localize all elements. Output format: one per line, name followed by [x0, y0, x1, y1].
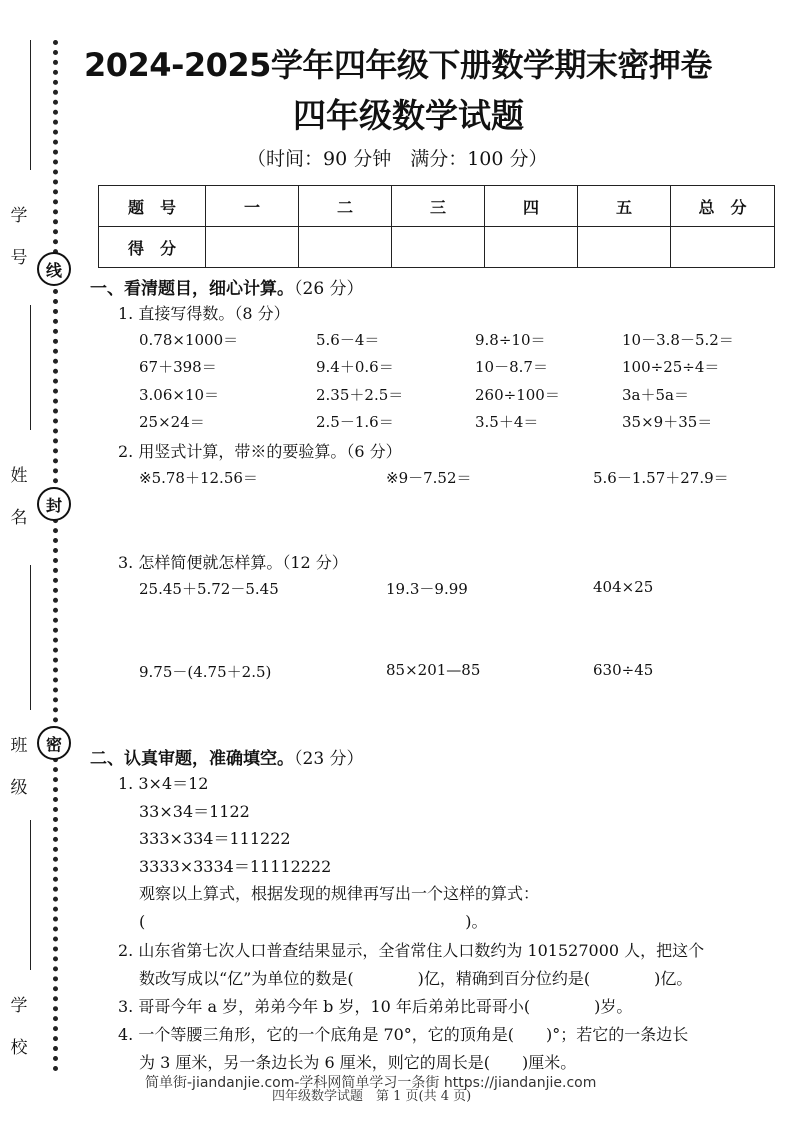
calc-item: 25×24＝ [139, 413, 205, 431]
section-2-heading [90, 744, 364, 769]
calc-item: 10－3.8－5.2＝ [622, 331, 734, 349]
seal-seal: 封 [37, 487, 71, 521]
question-2-1-line: 观察以上算式，根据发现的规律再写出一个这样的算式： [139, 884, 540, 903]
calc-item: 2.5－1.6＝ [316, 413, 394, 431]
field-label-student-id: 学号 [10, 206, 28, 268]
time-info: （时间：90 分钟 满分：100 分） [247, 148, 548, 170]
score-header-cell: 五 [578, 186, 671, 227]
calc-item: 9.8÷10＝ [475, 331, 546, 349]
vertical-calc-item: ※9－7.52＝ [386, 469, 472, 487]
vertical-calc-item: ※5.78＋12.56＝ [139, 469, 258, 487]
question-2-4-line: 4. 一个等腰三角形，它的一个底角是 70°，它的顶角是( )°；若它的一条边长 [118, 1025, 689, 1044]
question-2-3: 3. 哥哥今年 a 岁，弟弟今年 b 岁，10 年后弟弟比哥哥小( )岁。 [118, 997, 633, 1016]
page-footer: 四年级数学试题 第 1 页(共 4 页) [272, 1089, 472, 1104]
section-1-title: 一、看清题目，细心计算。 [90, 279, 294, 299]
question-2-4-line: 为 3 厘米，另一条边长为 6 厘米，则它的周长是( )厘米。 [139, 1053, 577, 1072]
simplify-calc-item: 25.45＋5.72－5.45 [139, 580, 279, 598]
question-2-2-line: 数改写成以“亿”为单位的数是( )亿，精确到百分位约是( )亿。 [139, 969, 693, 988]
question-1-3-title: 3. 怎样简便就怎样算。（12 分） [118, 553, 348, 572]
calc-item: 3a＋5a＝ [622, 386, 689, 404]
score-cell[interactable] [206, 227, 299, 268]
question-1-1-title: 1. 直接写得数。（8 分） [118, 304, 290, 323]
calc-item: 0.78×1000＝ [139, 331, 239, 349]
score-cell[interactable] [299, 227, 392, 268]
question-2-1-line: 1. 3×4＝12 [118, 774, 209, 793]
watermark-text: 简单街-jiandanjie.com-学科网简单学习一条街 https://jiandanjie.com [145, 1075, 597, 1091]
question-2-1-line: 33×34＝1122 [139, 802, 250, 821]
question-2-1-line: 3333×3334＝11112222 [139, 857, 332, 876]
score-row-label: 得 分 [99, 227, 206, 268]
field-label-school: 学校 [10, 996, 28, 1058]
exam-title: 2024-2025学年四年级下册数学期末密押卷 [84, 46, 712, 84]
score-table-header-row [99, 186, 775, 227]
calc-item: 3.5＋4＝ [475, 413, 539, 431]
field-label-name: 姓名 [10, 466, 28, 528]
score-header-cell: 一 [206, 186, 299, 227]
calc-item: 260÷100＝ [475, 386, 560, 404]
exam-subtitle: 四年级数学试题 [293, 96, 524, 135]
section-2-points: （23 分） [294, 749, 364, 769]
calc-item: 100÷25÷4＝ [622, 358, 720, 376]
score-header-cell: 四 [485, 186, 578, 227]
calc-item: 9.4＋0.6＝ [316, 358, 394, 376]
score-header-cell: 题 号 [99, 186, 206, 227]
simplify-calc-item: 404×25 [593, 578, 654, 596]
simplify-calc-item: 19.3－9.99 [386, 580, 468, 598]
score-cell[interactable] [485, 227, 578, 268]
simplify-calc-item: 630÷45 [593, 661, 654, 679]
score-cell[interactable] [578, 227, 671, 268]
score-header-cell: 三 [392, 186, 485, 227]
binding-line [30, 565, 31, 710]
calc-item: 5.6－4＝ [316, 331, 380, 349]
score-cell[interactable] [671, 227, 775, 268]
question-1-2-title: 2. 用竖式计算，带※的要验算。（6 分） [118, 442, 402, 461]
vertical-calc-item: 5.6－1.57＋27.9＝ [593, 469, 729, 487]
binding-line [30, 305, 31, 430]
calc-item: 35×9＋35＝ [622, 413, 713, 431]
answer-blank[interactable]: ( )。 [139, 912, 488, 931]
calc-item: 3.06×10＝ [139, 386, 220, 404]
seal-secret: 密 [37, 726, 71, 760]
calc-item: 2.35＋2.5＝ [316, 386, 404, 404]
question-2-1-line: 333×334＝111222 [139, 829, 291, 848]
calc-item: 67＋398＝ [139, 358, 217, 376]
score-cell[interactable] [392, 227, 485, 268]
section-1-heading [90, 274, 364, 299]
seal-line: 线 [37, 252, 71, 286]
simplify-calc-item: 9.75－(4.75＋2.5) [139, 663, 272, 681]
question-2-2-line: 2. 山东省第七次人口普查结果显示，全省常住人口数约为 101527000 人，把这个 [118, 941, 705, 960]
simplify-calc-item: 85×201—85 [386, 661, 481, 679]
section-1-points: （26 分） [294, 279, 364, 299]
calc-item: 10－8.7＝ [475, 358, 548, 376]
score-table [98, 185, 775, 268]
field-label-class: 班级 [10, 736, 28, 798]
binding-line [30, 40, 31, 170]
section-2-title: 二、认真审题，准确填空。 [90, 749, 294, 769]
score-header-cell: 总 分 [671, 186, 775, 227]
binding-line [30, 820, 31, 970]
binding-dotted-line [53, 40, 58, 1072]
score-table-score-row [99, 227, 775, 268]
score-header-cell: 二 [299, 186, 392, 227]
